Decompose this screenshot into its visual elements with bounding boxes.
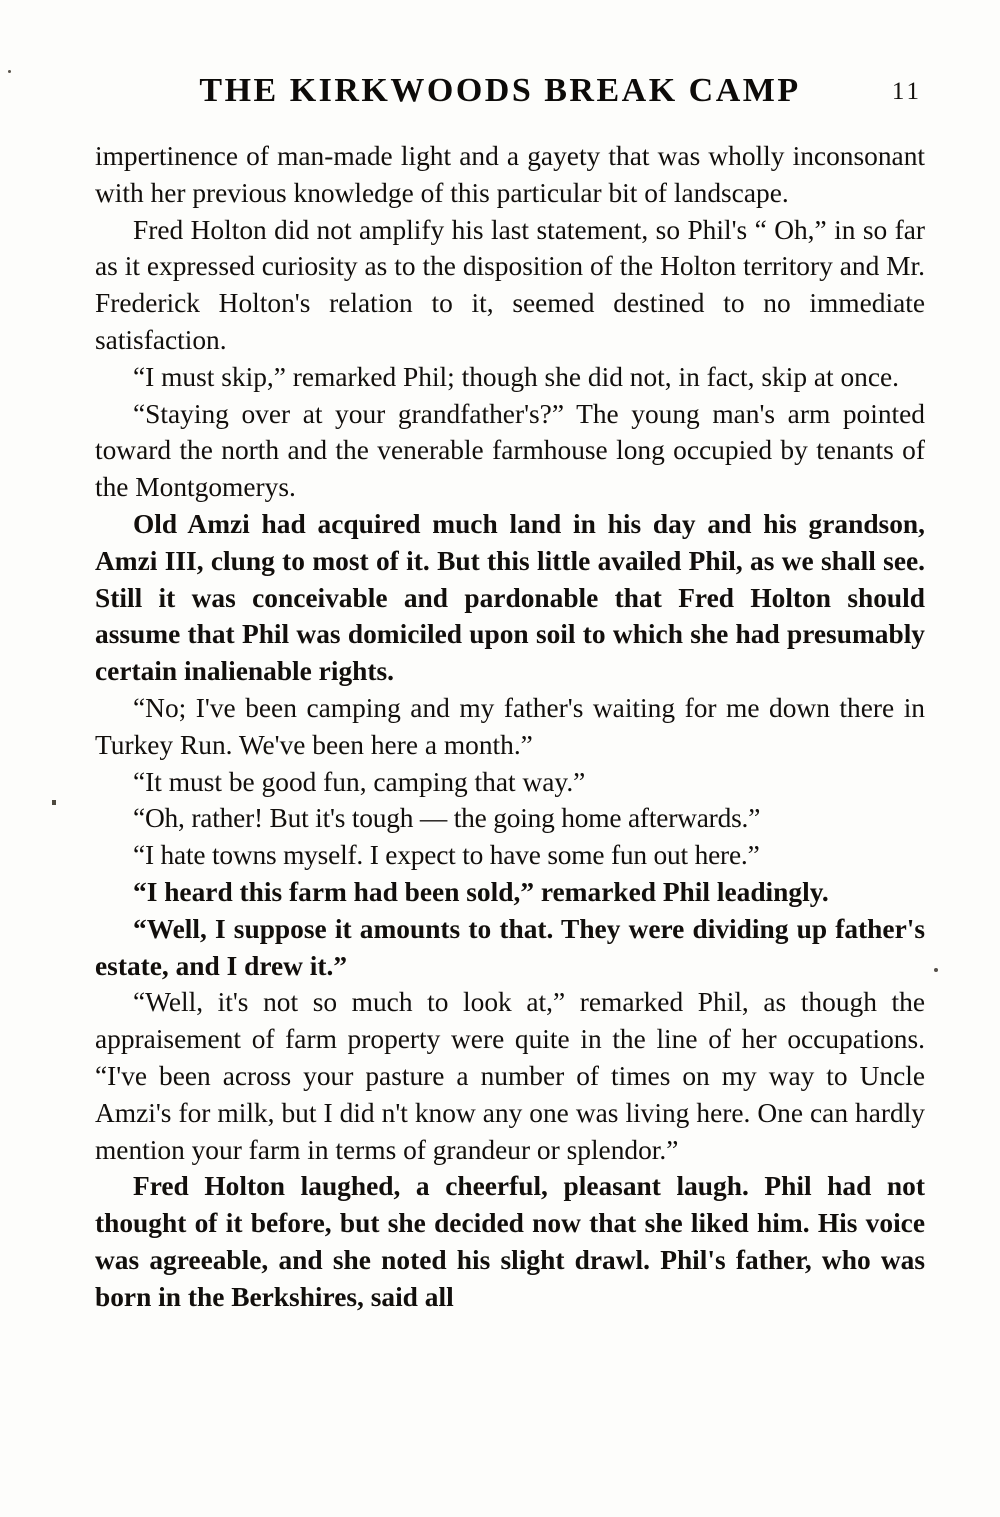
- paragraph: Fred Holton laughed, a cheerful, pleasant laugh. Phil had not thought of it before, but she decided now that she liked him. His voice was agreeable, and she noted his slight drawl. Phil's father, who was born in the Berkshires, said all: [95, 1171, 925, 1312]
- paragraph: “Staying over at your grandfather's?” The young man's arm pointed toward the north and the venerable farmhouse long occupied by tenants of the Montgomerys.: [95, 398, 925, 503]
- paragraph: “It must be good fun, camping that way.”: [133, 766, 586, 797]
- paragraph: “No; I've been camping and my father's waiting for me down there in Turkey Run. We've been here a month.”: [95, 692, 925, 760]
- page-header: [0, 72, 1000, 110]
- paragraph: “Oh, rather! But it's tough — the going home afterwards.”: [133, 803, 761, 834]
- paragraph: Fred Holton did not amplify his last statement, so Phil's “ Oh,” in so far as it expressed curiosity as to the disposition of the Holton territory and Mr. Frederick Holton's relation to it, seemed destined to no immediate satisfaction.: [95, 214, 925, 355]
- paragraph: “Well, it's not so much to look at,” remarked Phil, as though the appraisement of farm property were quite in the line of her occupations. “I've been across your pasture a number of times on my way to Uncle Amzi's for milk, but I did n't know any one was living here. One can hardly mention your farm in terms of grandeur or splendor.”: [95, 987, 925, 1165]
- paragraph: impertinence of man-made light and a gayety that was wholly inconsonant with her previous knowledge of this particular bit of landscape.: [95, 141, 925, 208]
- paragraph: “I heard this farm had been sold,” remarked Phil leadingly.: [133, 876, 829, 907]
- paragraph: “Well, I suppose it amounts to that. They were dividing up father's estate, and I drew it.”: [95, 913, 925, 981]
- running-head: THE KIRKWOODS BREAK CAMP: [199, 72, 801, 109]
- paragraph: “I hate towns myself. I expect to have some fun out here.”: [133, 840, 760, 871]
- page-body: [95, 138, 925, 1316]
- page-speck-right-margin: [934, 968, 938, 972]
- page-number: 11: [891, 78, 922, 105]
- paragraph: “I must skip,” remarked Phil; though she did not, in fact, skip at once.: [133, 361, 900, 392]
- paragraph: Old Amzi had acquired much land in his day and his grandson, Amzi III, clung to most of it. But this little availed Phil, as we shall see. Still it was conceivable and pardonable that Fred Holton should assume that Phil was domiciled upon soil to which she had presumably certain inalienable rights.: [95, 508, 925, 687]
- page-speck-left-margin: [52, 800, 56, 805]
